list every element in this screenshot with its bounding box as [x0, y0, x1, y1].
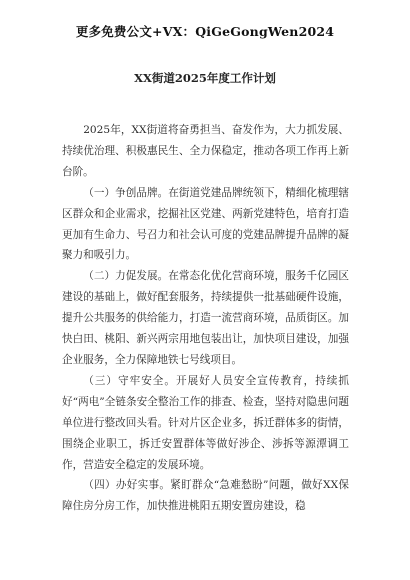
paragraph-development: （二）力促发展。在常态化优化营商环境，服务千亿园区建设的基础上，做好配套服务，持续提供一批基础硬件设施，提升公共服务的供给能力，打造一流营商环境，品质街区。加快白田、桃阳、新兴两宗用地包装出让，加快项目建设，加强企业服务，全力保障地铁七号线项目。 [62, 270, 349, 366]
paragraph-brand: （一）争创品牌。在街道党建品牌统领下，精细化梳理辖区群众和企业需求，挖掘社区党建、两新党建特色，培育打造更加有生命力、号召力和社会认可度的党建品牌提升品牌的凝聚力和吸引力。 [62, 186, 349, 262]
paragraph-intro: 2025年，XX街道将奋勇担当、奋发作为，大力抓发展、持续优治理、积极惠民生、全力保稳定，推动各项工作再上新台阶。 [62, 124, 349, 178]
document-body [62, 120, 349, 517]
document-title: XX街道2025年度工作计划 [134, 71, 276, 85]
paragraph-safety: （三）守牢安全。开展好人员安全宣传教育，持续抓好“两电”全链条安全整治工作的排查、检查，坚持对隐患问题单位进行整改回头看。针对片区企业多，拆迁群体多的街情，围绕企业职工，拆迁安置群体等做好涉企、涉拆等源潭调工作，营造安全稳定的发展环境。 [62, 374, 349, 471]
paragraph-practical: （四）办好实事。紧盯群众“急难愁盼”问题，做好XX保障住房分房工作，加快推进桃阳五期安置房建设，稳 [62, 479, 349, 513]
promo-header: 更多免费公文+VX：QiGeGongWen2024 [75, 24, 335, 39]
